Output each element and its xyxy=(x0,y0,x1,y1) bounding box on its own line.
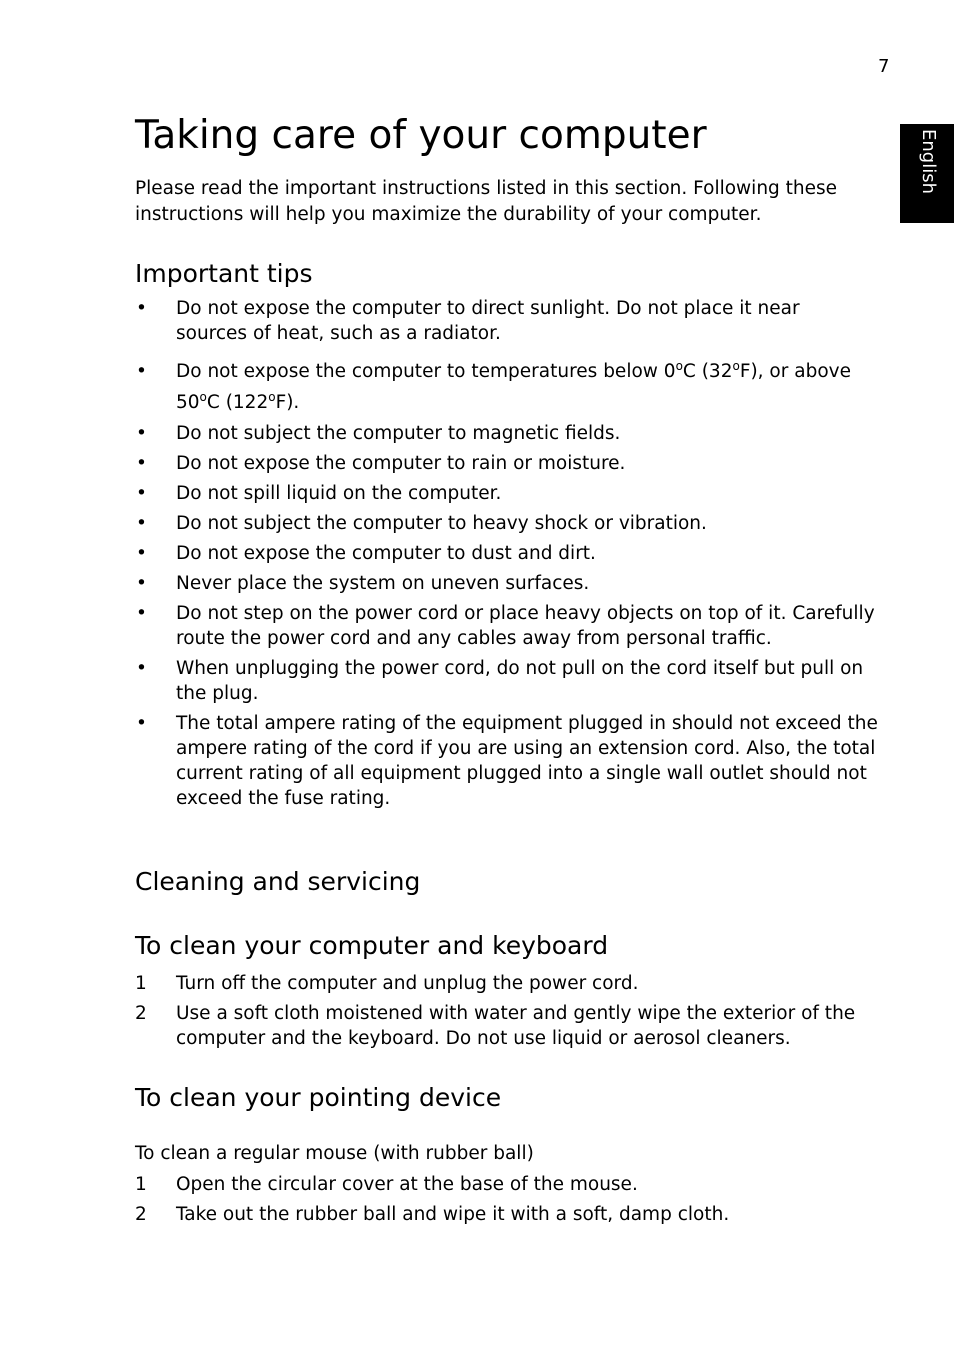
list-item xyxy=(135,296,836,346)
bullet: • xyxy=(136,423,147,444)
clean-pointing-steps xyxy=(135,1172,880,1227)
list-item xyxy=(135,481,880,506)
bullet: • xyxy=(136,713,147,734)
list-item xyxy=(135,541,880,566)
important-tips-list xyxy=(135,296,880,811)
list-item xyxy=(135,571,880,596)
list-item xyxy=(135,711,880,811)
tip-text: The total ampere rating of the equipment plugged in should not exceed the ampere rating of the cord if you are using an extension cord. Also, the total current rating of all equipment plugged into a single wall outlet should not exceed the fuse rating. xyxy=(176,713,878,809)
bullet: • xyxy=(136,483,147,504)
list-item xyxy=(135,971,880,996)
list-item xyxy=(135,656,880,706)
list-item xyxy=(135,1172,880,1197)
step-text: Use a soft cloth moistened with water and gently wipe the exterior of the computer and the keyboard. Do not use liquid or aerosol cleaners. xyxy=(176,1003,856,1049)
clean-pointing-heading: To clean your pointing device xyxy=(135,1083,502,1112)
tip-text: Do not expose the computer to direct sunlight. Do not place it near sources of heat, such as a radiator. xyxy=(176,298,800,344)
bullet: • xyxy=(136,298,147,319)
tip-text: When unplugging the power cord, do not pull on the cord itself but pull on the plug. xyxy=(176,658,864,704)
page-title: Taking care of your computer xyxy=(135,113,707,158)
list-item xyxy=(135,1202,880,1227)
bullet: • xyxy=(136,543,147,564)
list-item xyxy=(135,601,876,651)
bullet: • xyxy=(136,573,147,594)
step-number: 1 xyxy=(135,973,147,994)
tip-text: Do not expose the computer to temperatures below 0$^o$C (32$^o$F), or above 50$^o$C (122$^o$F). xyxy=(176,359,851,413)
list-item xyxy=(135,451,880,476)
step-text: Turn off the computer and unplug the power cord. xyxy=(176,973,639,994)
intro-paragraph: Please read the important instructions listed in this section. Following these instructions will help you maximize the durability of your computer. xyxy=(135,178,838,225)
tip-text: Never place the system on uneven surfaces. xyxy=(176,573,590,594)
cleaning-servicing-heading: Cleaning and servicing xyxy=(135,867,421,896)
tip-text: Do not step on the power cord or place heavy objects on top of it. Carefully route the power cord and any cables away from personal traffic. xyxy=(176,603,875,649)
step-text: Open the circular cover at the base of the mouse. xyxy=(176,1174,638,1195)
list-item xyxy=(135,1001,880,1051)
bullet: • xyxy=(136,603,147,624)
tip-text: Do not spill liquid on the computer. xyxy=(176,483,502,504)
step-number: 1 xyxy=(135,1174,147,1195)
bullet: • xyxy=(136,513,147,534)
tip-text: Do not subject the computer to magnetic fields. xyxy=(176,423,621,444)
clean-computer-heading: To clean your computer and keyboard xyxy=(135,931,609,960)
list-item xyxy=(135,421,880,446)
page-number: 7 xyxy=(878,56,890,77)
list-item xyxy=(135,356,880,418)
step-number: 2 xyxy=(135,1204,147,1225)
important-tips-heading: Important tips xyxy=(135,259,313,288)
tip-text: Do not expose the computer to rain or moisture. xyxy=(176,453,626,474)
bullet: • xyxy=(136,453,147,474)
tip-text: Do not subject the computer to heavy shock or vibration. xyxy=(176,513,707,534)
language-tab-label: English xyxy=(918,129,939,194)
bullet: • xyxy=(136,658,147,679)
language-tab xyxy=(900,124,954,223)
step-number: 2 xyxy=(135,1003,147,1024)
clean-computer-steps xyxy=(135,971,880,1051)
mouse-subheading: To clean a regular mouse (with rubber ball) xyxy=(135,1143,534,1164)
step-text: Take out the rubber ball and wipe it with a soft, damp cloth. xyxy=(176,1204,730,1225)
bullet: • xyxy=(136,361,147,382)
tip-text: Do not expose the computer to dust and dirt. xyxy=(176,543,596,564)
list-item xyxy=(135,511,880,536)
